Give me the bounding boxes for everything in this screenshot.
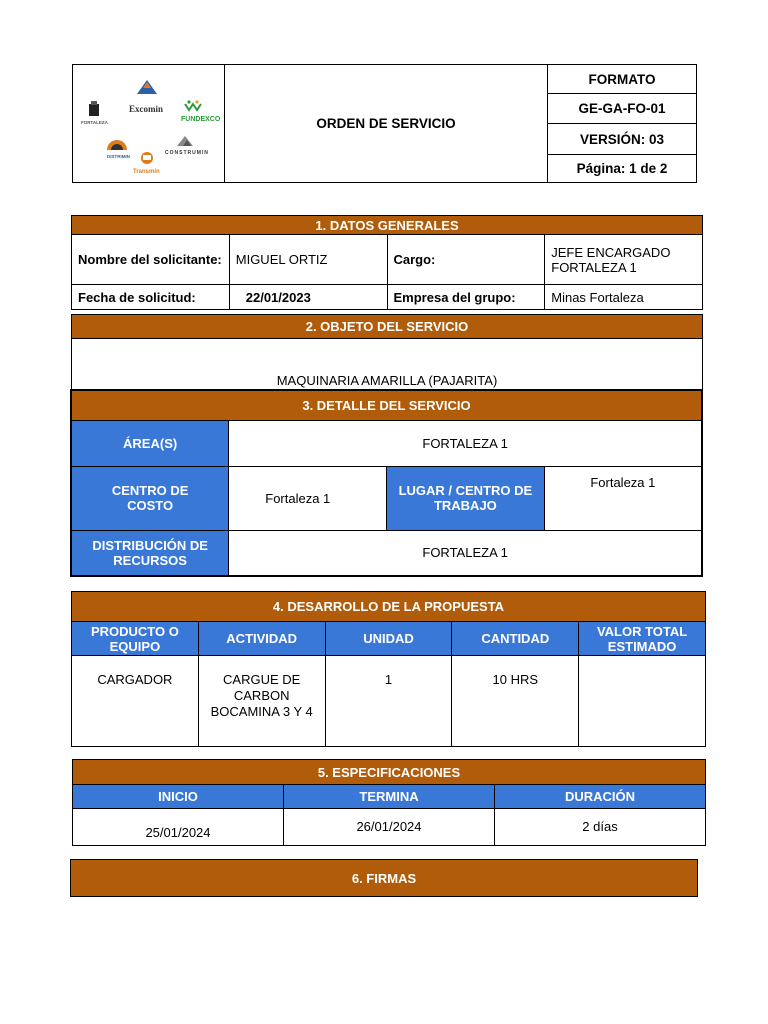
col-producto: PRODUCTO O EQUIPO bbox=[72, 622, 199, 656]
fundexco-logo bbox=[181, 100, 221, 123]
section-6-title: 6. FIRMAS bbox=[71, 860, 698, 897]
section-3-title: 3. DETALLE DEL SERVICIO bbox=[71, 390, 702, 420]
document-title: ORDEN DE SERVICIO bbox=[225, 65, 548, 183]
page-number: Página: 1 de 2 bbox=[548, 155, 697, 183]
termina-value: 26/01/2024 bbox=[284, 809, 495, 846]
section-2-title: 2. OBJETO DEL SERVICIO bbox=[72, 315, 703, 339]
distrimin-text: DISTRIMIN bbox=[107, 153, 130, 159]
cell-actividad: CARGUE DE CARBON BOCAMINA 3 Y 4 bbox=[198, 656, 325, 747]
distribucion-value: FORTALEZA 1 bbox=[229, 530, 702, 576]
objeto-value: MAQUINARIA AMARILLA (PAJARITA) bbox=[72, 339, 703, 391]
distribucion-label: DISTRIBUCIÓN DE RECURSOS bbox=[71, 530, 229, 576]
empresa-value: Minas Fortaleza bbox=[545, 285, 703, 310]
col-duracion: DURACIÓN bbox=[495, 785, 706, 809]
excomin-text: Excomin bbox=[129, 103, 164, 114]
document-header bbox=[72, 64, 697, 183]
duracion-value: 2 días bbox=[495, 809, 706, 846]
col-inicio: INICIO bbox=[73, 785, 284, 809]
company-logos bbox=[73, 65, 225, 183]
centro-costo-label: CENTRO DE COSTO bbox=[71, 466, 229, 530]
cell-unidad: 1 bbox=[325, 656, 452, 747]
solicitante-value: MIGUEL ORTIZ bbox=[229, 235, 387, 285]
fortaleza-logo bbox=[81, 101, 109, 125]
empresa-label: Empresa del grupo: bbox=[387, 285, 545, 310]
areas-label: ÁREA(S) bbox=[71, 420, 229, 466]
format-code: GE-GA-FO-01 bbox=[548, 94, 697, 124]
section-firmas bbox=[70, 859, 698, 897]
col-unidad: UNIDAD bbox=[325, 622, 452, 656]
transmin-logo bbox=[133, 152, 160, 175]
format-label: FORMATO bbox=[548, 65, 697, 94]
centro-costo-value: Fortaleza 1 bbox=[229, 466, 387, 530]
solicitante-label: Nombre del solicitante: bbox=[72, 235, 230, 285]
inicio-value: 25/01/2024 bbox=[73, 809, 284, 846]
cargo-label: Cargo: bbox=[387, 235, 545, 285]
section-5-title: 5. ESPECIFICACIONES bbox=[73, 760, 706, 785]
table-row bbox=[72, 656, 706, 747]
col-actividad: ACTIVIDAD bbox=[198, 622, 325, 656]
areas-value: FORTALEZA 1 bbox=[229, 420, 702, 466]
format-version: VERSIÓN: 03 bbox=[548, 124, 697, 155]
construmin-logo bbox=[165, 136, 209, 156]
fortaleza-text: FORTALEZA bbox=[81, 119, 108, 125]
lugar-label: LUGAR / CENTRO DE TRABAJO bbox=[387, 466, 545, 530]
cargo-value: JEFE ENCARGADO FORTALEZA 1 bbox=[545, 235, 703, 285]
section-detalle-servicio bbox=[70, 389, 703, 577]
col-valor-total: VALOR TOTAL ESTIMADO bbox=[579, 622, 706, 656]
transmin-text: Transmin bbox=[133, 168, 160, 175]
fecha-value: 22/01/2023 bbox=[229, 285, 387, 310]
cell-producto: CARGADOR bbox=[72, 656, 199, 747]
col-cantidad: CANTIDAD bbox=[452, 622, 579, 656]
group-logos-image bbox=[73, 66, 223, 182]
excomin-logo bbox=[129, 80, 163, 114]
section-4-title: 4. DESARROLLO DE LA PROPUESTA bbox=[72, 592, 706, 622]
construmin-text: CONSTRUMIN bbox=[165, 149, 209, 156]
section-1-title: 1. DATOS GENERALES bbox=[72, 216, 703, 235]
lugar-value: Fortaleza 1 bbox=[544, 466, 702, 530]
section-objeto-servicio bbox=[71, 314, 703, 391]
cell-cantidad: 10 HRS bbox=[452, 656, 579, 747]
section-especificaciones bbox=[72, 759, 706, 846]
col-termina: TERMINA bbox=[284, 785, 495, 809]
section-desarrollo-propuesta bbox=[71, 591, 706, 747]
distrimin-logo bbox=[107, 140, 130, 159]
fundexco-text: FUNDEXCO bbox=[181, 115, 221, 123]
section-datos-generales bbox=[71, 215, 703, 310]
fecha-label: Fecha de solicitud: bbox=[72, 285, 230, 310]
cell-valor-total bbox=[579, 656, 706, 747]
